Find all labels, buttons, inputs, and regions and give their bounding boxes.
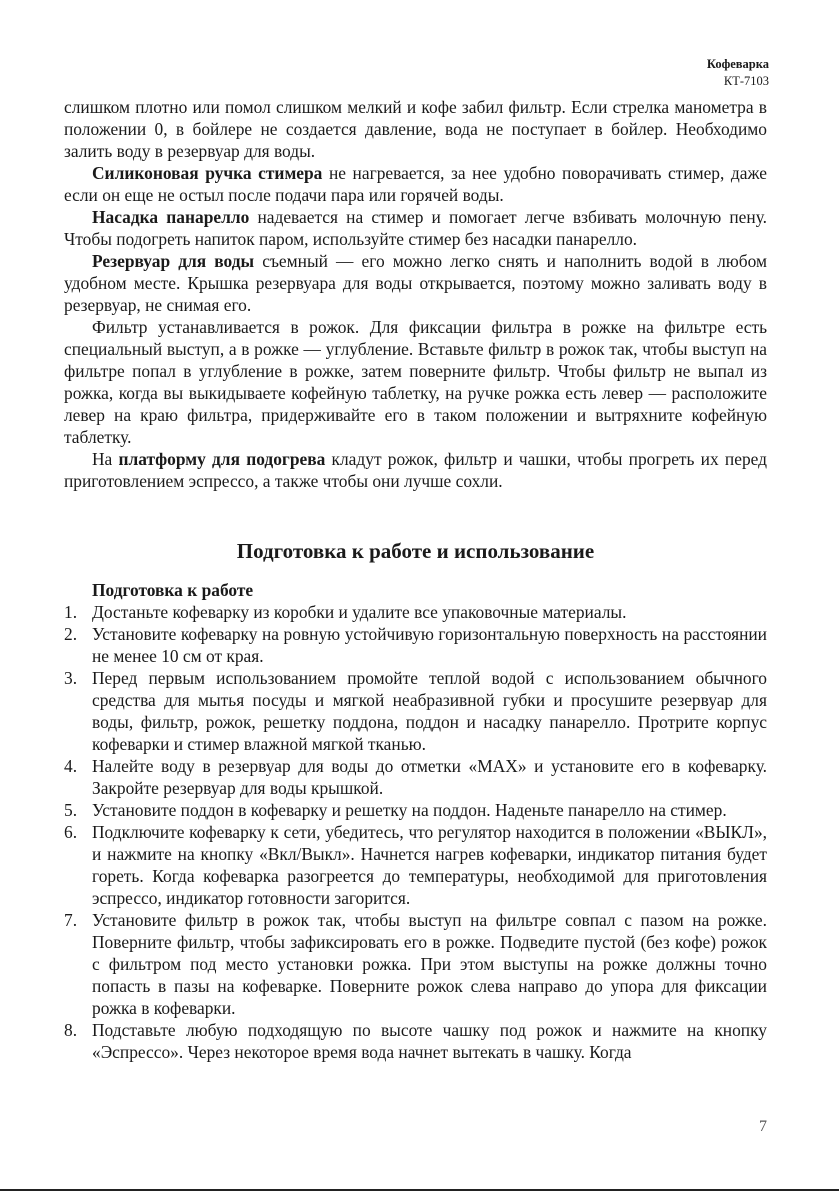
step-item [64,1019,767,1063]
step-number: 7. [64,910,78,930]
step-text: Перед первым использованием промойте теплой водой с использованием обычного средства для мытья посуды и мягкой неабразивной губки и просушите резервуар для воды, фильтр, рожок, решетку поддона, поддон и насадку панарелло. Протрите корпус кофеварки и стимер влажной мягкой тканью. [92,668,767,754]
warming-platform-paragraph [64,448,767,492]
step-text: Установите фильтр в рожок так, чтобы выступ на фильтре совпал с пазом на рожке. Поверните фильтр, чтобы зафиксировать его в рожке. Подведите пустой (без кофе) рожок с фильтром под место установки рожка. При этом выступы на рожке должны точно попасть в пазы на кофеварке. Поверните рожок слева направо до упора для фиксации рожка в кофеварки. [92,910,767,1018]
step-text: Установите поддон в кофеварку и решетку на поддон. Наденьте панарелло на стимер. [92,800,727,820]
term-water-tank: Резервуар для воды [92,251,255,271]
step-item [64,601,767,623]
subsection-title: Подготовка к работе [92,580,254,600]
step-item [64,909,767,1019]
warming-platform-pre: На [92,449,119,469]
steamer-handle-paragraph [64,162,767,206]
step-text: Достаньте кофеварку из коробки и удалите все упаковочные материалы. [92,602,627,622]
step-number: 4. [64,756,78,776]
step-number: 5. [64,800,78,820]
preparation-steps [64,601,767,1063]
step-number: 3. [64,668,78,688]
term-steamer-handle: Силиконовая ручка стимера [92,163,323,183]
step-number: 8. [64,1020,78,1040]
step-item [64,667,767,755]
panarello-text: надевается на стимер и помогает легче взбивать молочную пену. Чтобы подогреть напиток паром, используйте стимер без насадки панарелло. [64,207,767,249]
step-item [64,623,767,667]
page-number: 7 [759,1118,767,1135]
intro-paragraph: слишком плотно или помол слишком мелкий и кофе забил фильтр. Если стрелка манометра в положении 0, в бойлере не создается давление, вода не поступает в бойлер. Необходимо залить воду в резервуар для воды. [64,97,767,161]
water-tank-text: съемный — его можно легко снять и наполнить водой в любом удобном месте. Крышка резервуара для воды открывается, поэтому можно заливать воду в резервуар, не снимая его. [64,251,767,315]
step-text: Подключите кофеварку к сети, убедитесь, что регулятор находится в положении «ВЫКЛ», и нажмите на кнопку «Вкл/Выкл». Начнется нагрев кофеварки, индикатор питания будет гореть. Когда кофеварка разогреется до температуры, необходимой для приготовления эспрессо, индикатор готовности загорится. [92,822,767,908]
step-number: 6. [64,822,78,842]
step-text: Налейте воду в резервуар для воды до отметки «MAX» и установите его в кофеварку. Закройте резервуар для воды крышкой. [92,756,767,798]
term-warming-platform: платформу для подогрева [118,449,326,469]
header-model: КТ-7103 [723,74,769,88]
step-item [64,755,767,799]
section-title: Подготовка к работе и использование [236,539,595,563]
step-number: 2. [64,624,78,644]
step-number: 1. [64,602,78,622]
term-panarello: Насадка панарелло [92,207,250,227]
header-product: Кофеварка [706,57,769,71]
step-text: Установите кофеварку на ровную устойчивую горизонтальную поверхность на расстоянии не менее 10 см от края. [92,624,767,666]
water-tank-paragraph [64,250,767,316]
step-text: Подставьте любую подходящую по высоте чашку под рожок и нажмите на кнопку «Эспрессо». Через некоторое время вода начнет вытекать в чашку. Когда [92,1020,767,1062]
step-item [64,821,767,909]
panarello-paragraph [64,206,767,250]
step-item [64,799,767,821]
steamer-handle-text: не нагревается, за нее удобно поворачивать стимер, даже если он еще не остыл после подачи пара или горячей воды. [64,163,767,205]
bottom-border [0,1189,839,1191]
page-body [64,96,767,1063]
filter-paragraph: Фильтр устанавливается в рожок. Для фиксации фильтра в рожке на фильтре есть специальный выступ, а в рожке — углубление. Вставьте фильтр в рожок так, чтобы выступ на фильтре попал в углубление в рожке, затем поверните фильтр. Чтобы фильтр не выпал из рожка, когда вы выкидываете кофейную таблетку, на ручке рожка есть левер — расположите левер на краю фильтра, придерживайте его в таком положении и вытряхните кофейную таблетку. [64,317,767,447]
running-header [707,56,769,90]
warming-platform-text: кладут рожок, фильтр и чашки, чтобы прогреть их перед приготовлением эспрессо, а также чтобы они лучше сохли. [64,449,767,491]
